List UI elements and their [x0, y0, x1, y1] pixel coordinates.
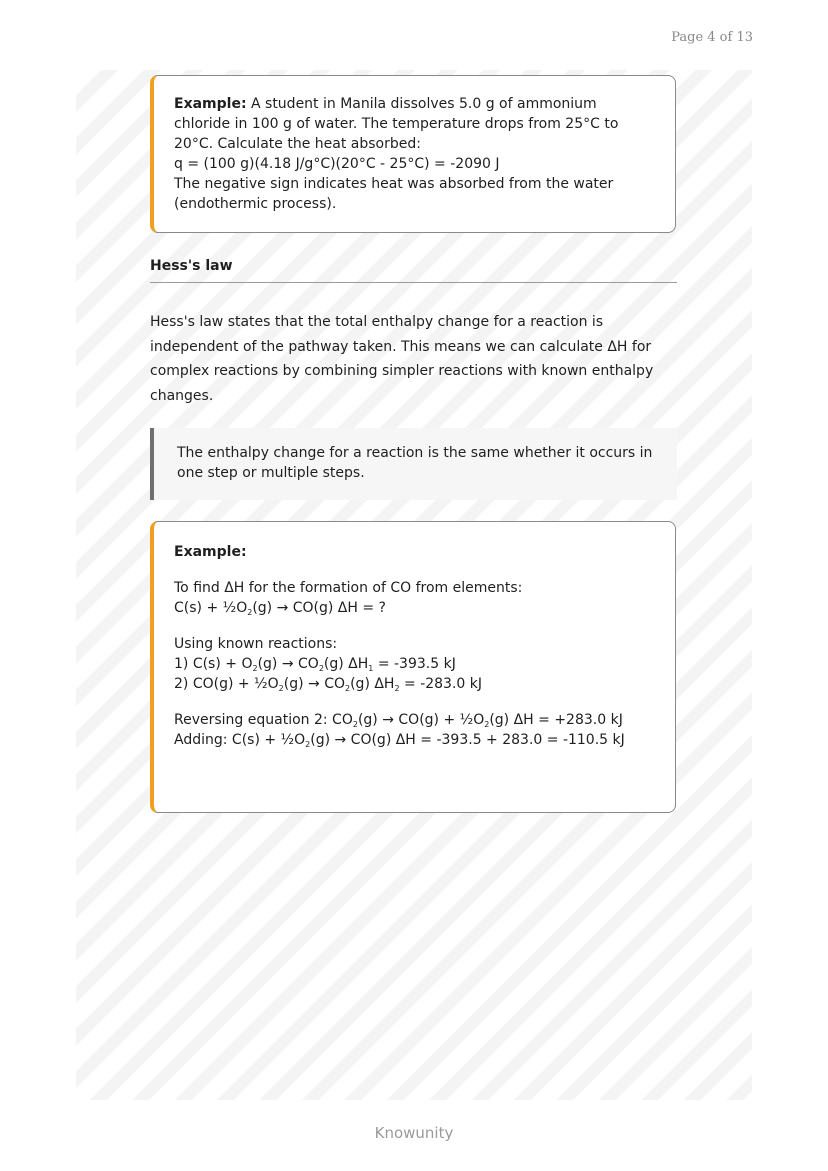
reversed-equation: Reversing equation 2: $CO_2(g) \to CO(g)$ + $\frac{1}{2}O_2(g) \Delta H = +283.0$ kJ	[174, 712, 623, 729]
example-card-heat	[150, 75, 676, 233]
example-label: Example:	[174, 544, 247, 560]
combined-equation: Adding: $C(s) + \frac{1}{2}O_2(g) \to CO(g) \Delta H = -393.5 + 283.0 = -110.5$ kJ	[174, 732, 625, 749]
example-text	[174, 94, 655, 154]
example-card-hess	[150, 521, 676, 813]
section-heading: Hess's law	[150, 258, 677, 283]
example-label: Example:	[174, 96, 247, 112]
known-reactions-label: Using known reactions:	[174, 636, 338, 652]
example-description: A student in Manila dissolves 5.0 g of ammonium chloride in 100 g of water. The temperature drops from 25°C to 20°C. Calculate the heat absorbed:	[174, 96, 619, 152]
example-equation: q = (100 g)(4.18 J/g°C)(20°C - 25°C) = -2090 J	[174, 156, 500, 172]
target-reaction: $C(s) + \frac{1}{2}O_2(g) \to CO(g) \Delta H$ = ?	[174, 600, 386, 617]
section-paragraph: Hess's law states that the total enthalpy change for a reaction is independent of the pathway taken. This means we can calculate ΔH for complex reactions by combining simpler reactions with known enthalpy changes.	[150, 314, 654, 404]
example-note: The negative sign indicates heat was absorbed from the water (endothermic process).	[174, 176, 614, 212]
known-reaction-1: 1) $C(s) + O_2(g) \to CO_2(g) \Delta H_1 = -393.5$ kJ	[174, 656, 456, 673]
callout-quote: The enthalpy change for a reaction is the same whether it occurs in one step or multiple steps.	[150, 428, 677, 500]
page-number: Page 4 of 13	[671, 30, 753, 45]
known-reaction-2: 2) $CO(g) + \frac{1}{2}O_2(g) \to CO_2(g) \Delta H_2 = -283.0$ kJ	[174, 676, 483, 693]
example-intro: To find ΔH for the formation of CO from elements:	[174, 580, 523, 596]
footer-brand: Knowunity	[374, 1124, 454, 1142]
